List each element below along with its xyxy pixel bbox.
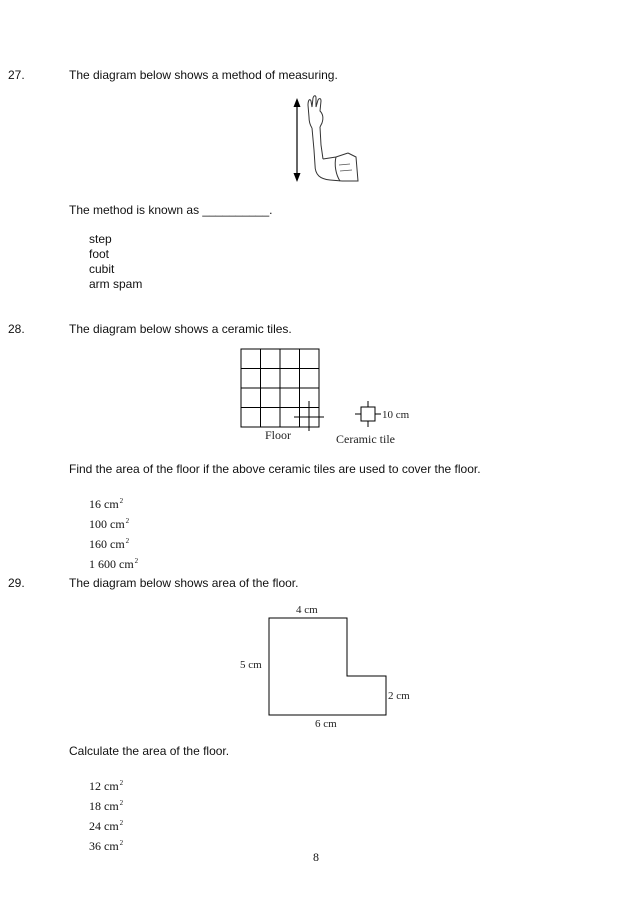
ceramic-tiles-diagram (236, 345, 426, 450)
question-27-prompt: The diagram below shows a method of measuring. (69, 68, 338, 82)
question-29-number: 29. (8, 576, 25, 590)
sleeve-outline (335, 157, 340, 181)
question-28-number: 28. (8, 322, 25, 336)
measure-arrow-bottom (294, 173, 301, 182)
top-dimension-label: 4 cm (296, 604, 318, 616)
question-27-options (89, 232, 142, 292)
arm-measure-illustration (290, 95, 365, 187)
ceramic-tile (355, 401, 381, 427)
left-dimension-label: 5 cm (240, 659, 262, 671)
question-28-options (89, 493, 138, 573)
option-b[interactable]: 100 $cm^2$ (89, 517, 130, 531)
question-28-prompt: The diagram below shows a ceramic tiles. (69, 322, 292, 336)
forearm-outline (312, 128, 315, 165)
option-d[interactable]: 1 600 $cm^2$ (89, 557, 139, 571)
floor-label: Floor (265, 428, 292, 442)
option-c[interactable]: 24 $cm^2$ (89, 819, 124, 833)
l-shaped-floor (269, 618, 386, 715)
question-27-follow-up: The method is known as __________. (69, 203, 273, 217)
page-number: 8 (313, 850, 319, 864)
option-d[interactable]: 36 $cm^2$ (89, 839, 124, 853)
question-29-options (89, 775, 123, 855)
floor-grid (241, 349, 319, 427)
right-dimension-label: 2 cm (388, 690, 410, 702)
question-28-follow-up: Find the area of the floor if the above ceramic tiles are used to cover the floor. (69, 462, 481, 476)
tile-size-label: 10 cm (382, 409, 410, 421)
elbow-outline (315, 165, 342, 181)
ceramic-tile-label: Ceramic tile (336, 432, 395, 446)
option-a[interactable]: step (89, 232, 112, 246)
measure-arrow-top (294, 98, 301, 107)
question-29-prompt: The diagram below shows area of the floor. (69, 576, 299, 590)
option-b[interactable]: 18 $cm^2$ (89, 799, 124, 813)
option-c[interactable]: cubit (89, 262, 115, 276)
option-c[interactable]: 160 $cm^2$ (89, 537, 130, 551)
bottom-dimension-label: 6 cm (315, 718, 337, 730)
option-d[interactable]: arm spam (89, 277, 143, 291)
question-27-number: 27. (8, 68, 25, 82)
floor-shape-diagram (236, 600, 426, 730)
hand-outline (308, 96, 323, 127)
option-a[interactable]: 12 $cm^2$ (89, 779, 124, 793)
question-29-follow-up: Calculate the area of the floor. (69, 744, 230, 758)
option-b[interactable]: foot (89, 247, 110, 261)
option-a[interactable]: 16 $cm^2$ (89, 497, 124, 511)
